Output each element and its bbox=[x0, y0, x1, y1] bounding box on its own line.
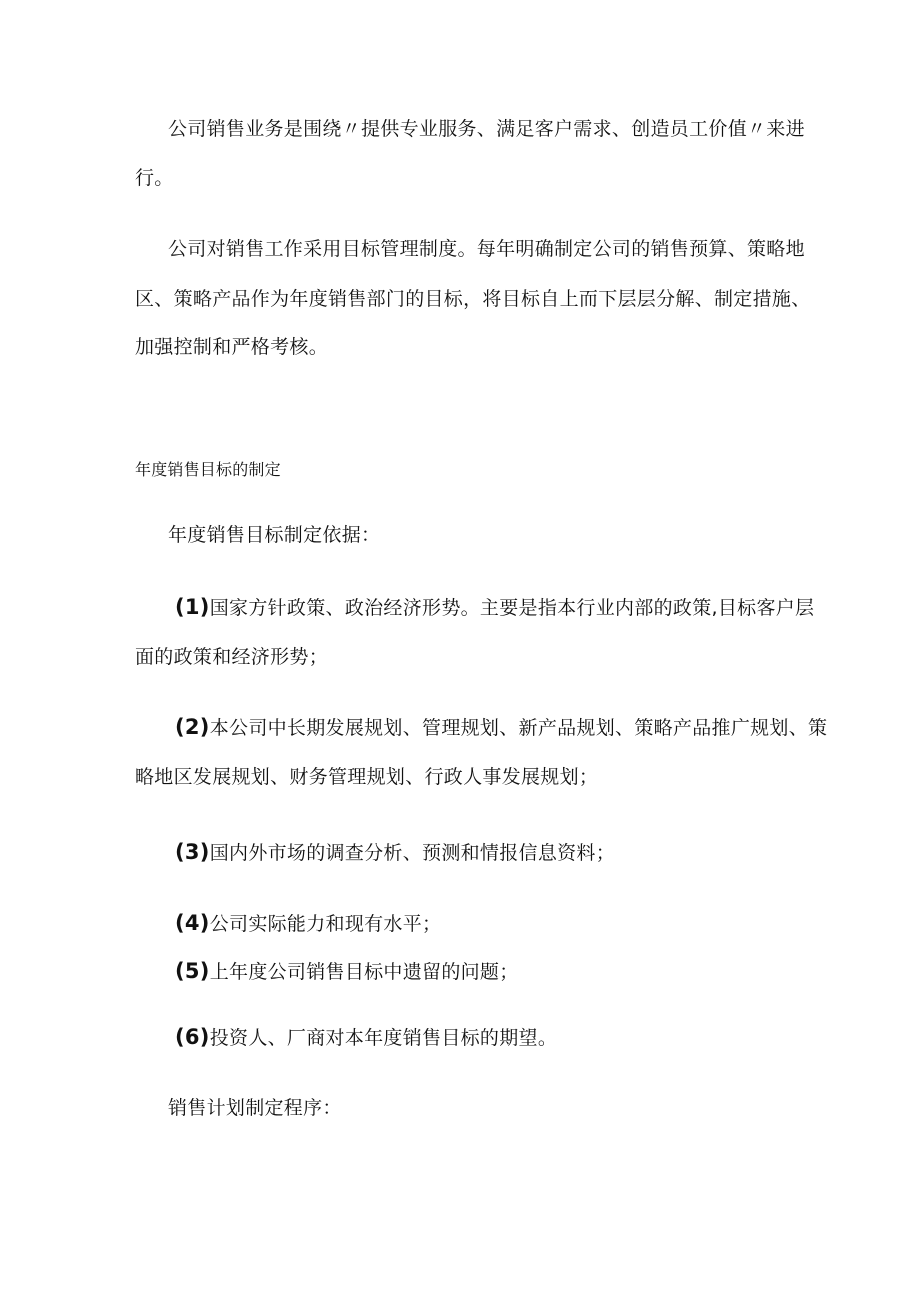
basis-item-number: (4) bbox=[175, 911, 210, 935]
basis-item-1 bbox=[175, 594, 814, 621]
basis-item-text: 国家方针政策、政治经济形势。主要是指本行业内部的政策,目标客户层 bbox=[209, 597, 815, 619]
basis-item-6 bbox=[175, 1024, 557, 1051]
basis-item-4 bbox=[175, 910, 441, 937]
basis-item-2-continuation: 略地区发展规划、财务管理规划、行政人事发展规划； bbox=[135, 766, 599, 788]
basis-item-5 bbox=[175, 958, 519, 985]
section-heading: 年度销售目标的制定 bbox=[135, 460, 281, 479]
basis-item-1-continuation: 面的政策和经济形势； bbox=[135, 646, 329, 668]
basis-item-2 bbox=[175, 714, 827, 741]
basis-item-text: 上年度公司销售目标中遗留的问题； bbox=[209, 961, 519, 983]
basis-item-number: (3) bbox=[175, 840, 210, 864]
basis-item-text: 公司实际能力和现有水平； bbox=[209, 913, 442, 935]
intro-paragraph-line-2: 行。 bbox=[135, 167, 174, 189]
basis-item-number: (1) bbox=[175, 595, 210, 619]
policy-paragraph-line-3: 加强控制和严格考核。 bbox=[135, 336, 329, 358]
basis-item-3 bbox=[175, 839, 615, 866]
policy-paragraph-line-1: 公司对销售工作采用目标管理制度。每年明确制定公司的销售预算、策略地 bbox=[168, 238, 805, 260]
basis-item-number: (2) bbox=[175, 715, 210, 739]
procedure-title: 销售计划制定程序： bbox=[168, 1097, 342, 1119]
intro-paragraph-line-1: 公司销售业务是围绕〃提供专业服务、满足客户需求、创造员工价值〃来进 bbox=[168, 118, 805, 140]
basis-item-text: 本公司中长期发展规划、管理规划、新产品规划、策略产品推广规划、策 bbox=[209, 717, 828, 739]
basis-item-text: 投资人、厂商对本年度销售目标的期望。 bbox=[209, 1027, 558, 1049]
basis-item-number: (6) bbox=[175, 1025, 210, 1049]
basis-title: 年度销售目标制定依据： bbox=[168, 524, 381, 546]
policy-paragraph-line-2: 区、策略产品作为年度销售部门的目标，将目标自上而下层层分解、制定措施、 bbox=[135, 288, 811, 310]
basis-item-text: 国内外市场的调查分析、预测和情报信息资料； bbox=[209, 842, 616, 864]
basis-item-number: (5) bbox=[175, 959, 210, 983]
